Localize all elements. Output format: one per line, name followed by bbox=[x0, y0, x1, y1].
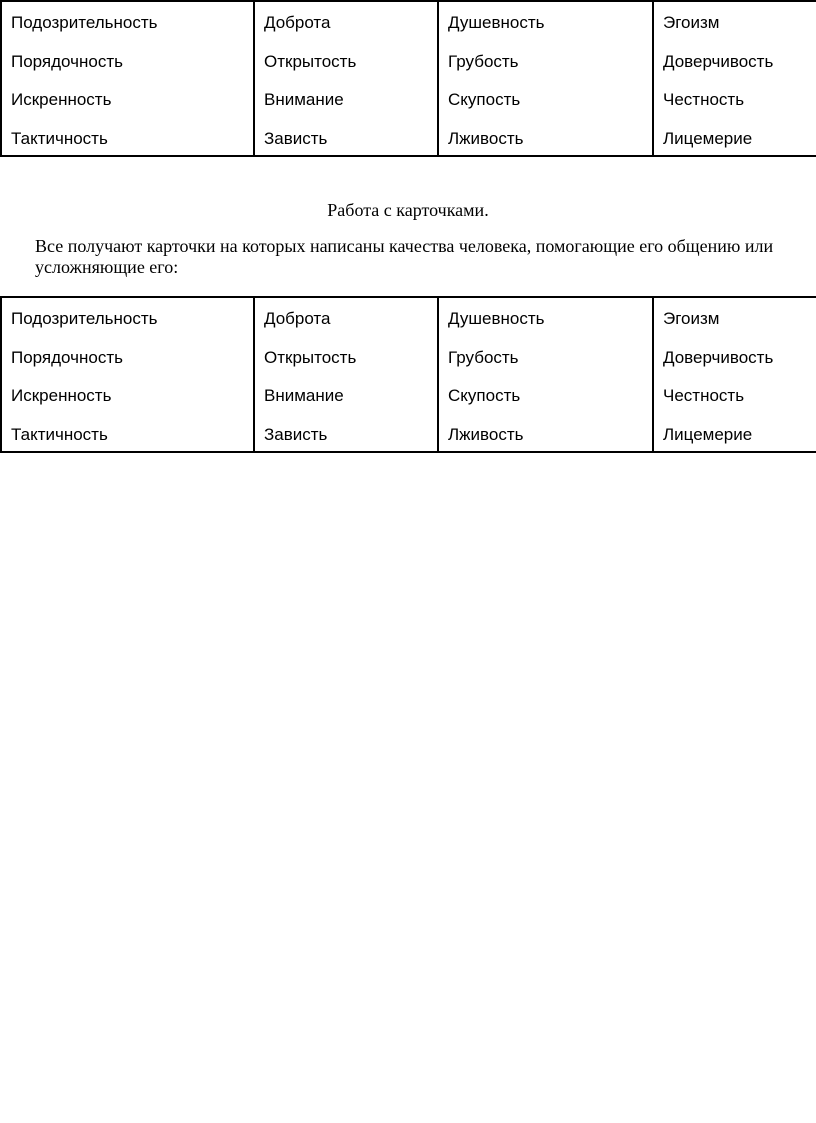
quality-word: Доброта bbox=[264, 309, 331, 328]
quality-word: Подозрительность bbox=[11, 13, 158, 32]
quality-word: Честность bbox=[663, 90, 745, 109]
table-cell bbox=[1, 1, 254, 156]
quality-word: Грубость bbox=[448, 51, 519, 71]
quality-word: Грубость bbox=[448, 347, 519, 367]
quality-word: Лживость bbox=[448, 128, 524, 148]
quality-word: Подозрительность bbox=[11, 309, 158, 328]
quality-word: Честность bbox=[663, 386, 745, 405]
quality-word: Открытость bbox=[264, 347, 357, 367]
quality-word: Тактичность bbox=[11, 424, 108, 444]
quality-word: Зависть bbox=[264, 128, 328, 148]
table-cell bbox=[254, 1, 438, 156]
quality-word: Лживость bbox=[448, 424, 524, 444]
table-cell bbox=[653, 297, 816, 452]
quality-word: Эгоизм bbox=[663, 309, 720, 328]
table-cell bbox=[438, 297, 653, 452]
quality-word: Искренность bbox=[11, 90, 112, 109]
qualities-table-top bbox=[0, 0, 816, 157]
quality-word: Душевность bbox=[448, 13, 545, 32]
quality-word: Внимание bbox=[264, 386, 344, 405]
quality-word: Душевность bbox=[448, 309, 545, 328]
quality-word: Скупость bbox=[448, 90, 521, 109]
quality-word: Доверчивость bbox=[663, 51, 774, 71]
quality-word: Открытость bbox=[264, 51, 357, 71]
qualities-table-bottom bbox=[0, 296, 816, 453]
quality-word: Тактичность bbox=[11, 128, 108, 148]
instruction-paragraph: Все получают карточки на которых написаны качества человека, помогающие его общению или усложняющие его: bbox=[35, 236, 774, 277]
quality-word: Порядочность bbox=[11, 347, 123, 367]
quality-word: Лицемерие bbox=[663, 128, 753, 148]
quality-word: Скупость bbox=[448, 386, 521, 405]
quality-word: Лицемерие bbox=[663, 424, 753, 444]
quality-word: Доверчивость bbox=[663, 347, 774, 367]
quality-word: Порядочность bbox=[11, 51, 123, 71]
quality-word: Доброта bbox=[264, 13, 331, 32]
table-row bbox=[1, 297, 816, 452]
table-row bbox=[1, 1, 816, 156]
section-heading: Работа с карточками. bbox=[327, 200, 489, 220]
quality-word: Эгоизм bbox=[663, 13, 720, 32]
quality-word: Искренность bbox=[11, 386, 112, 405]
quality-word: Зависть bbox=[264, 424, 328, 444]
table-cell bbox=[438, 1, 653, 156]
table-cell bbox=[254, 297, 438, 452]
table-cell bbox=[653, 1, 816, 156]
quality-word: Внимание bbox=[264, 90, 344, 109]
table-cell bbox=[1, 297, 254, 452]
